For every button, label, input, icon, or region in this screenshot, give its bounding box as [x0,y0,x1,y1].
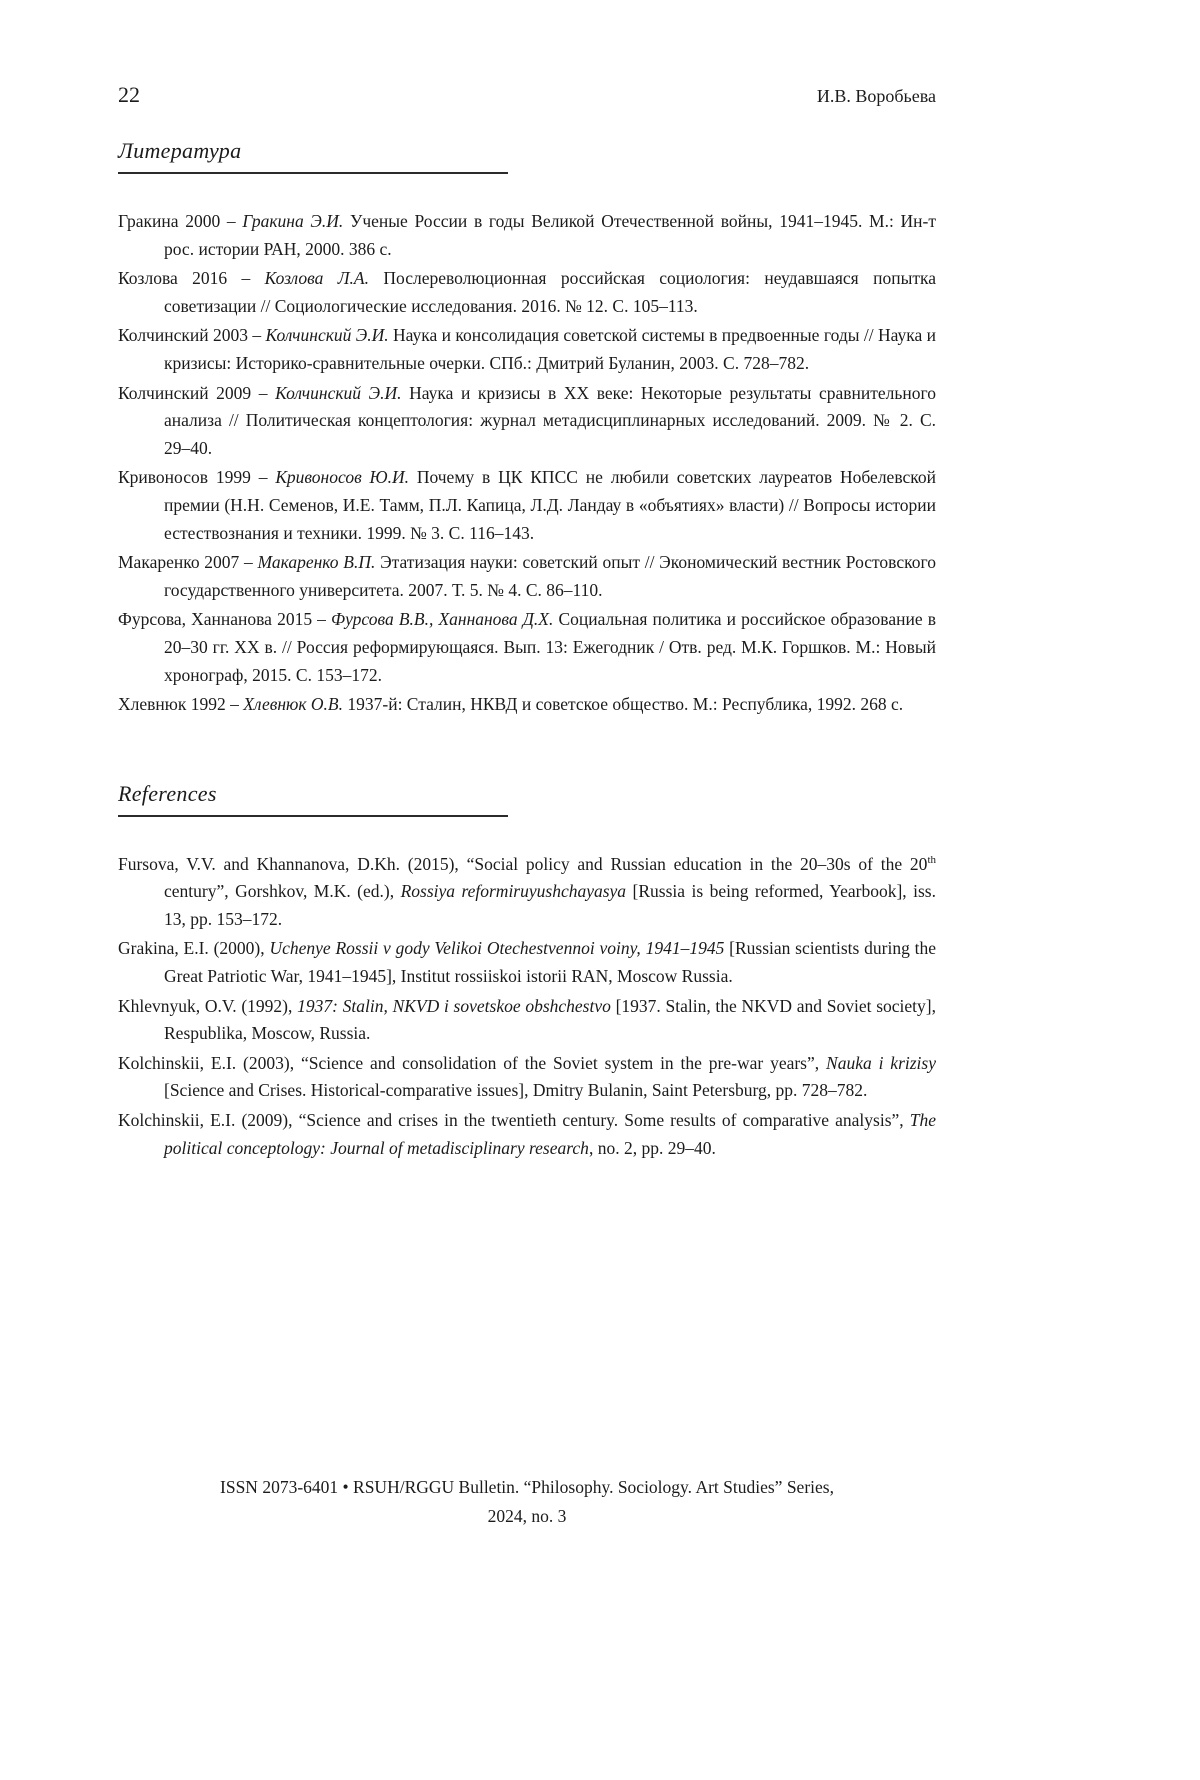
bib-entry: Fursova, V.V. and Khannanova, D.Kh. (2015), “Social policy and Russian education in the 20–30s of the 20th century”, Gorshkov, M.K. (ed.), Rossiya reformiruyushchayasya [Russia is being reformed, Yearbook], iss. 13, pp. 153–172. [118,853,936,929]
page-content [118,82,936,1164]
section-title-references: References [118,780,217,806]
page-number: 22 [118,82,140,107]
bib-entry: Макаренко 2007 – Макаренко В.П. Этатизация науки: советский опыт // Экономический вестник Ростовского государственного университета. 2007. Т. 5. № 4. С. 86–110. [118,552,936,600]
bib-list [118,851,936,1163]
section-rule [118,815,508,817]
bib-entry: Kolchinskii, E.I. (2003), “Science and consolidation of the Soviet system in the pre-war years”, Nauka i krizisy [Science and Crises. Historical-comparative issues], Dmitry Bulanin, Saint Petersburg, pp. 728–782. [118,1052,936,1101]
bib-entry: Колчинский 2009 – Колчинский Э.И. Наука и кризисы в XX веке: Некоторые результаты сравнительного анализа // Политическая концептология: журнал метадисциплинарных исследований. 2009. № 2. С. 29–40. [118,382,936,458]
bib-entry: Гракина 2000 – Гракина Э.И. Ученые России в годы Великой Отечественной войны, 1941–1945. М.: Ин-т рос. истории РАН, 2000. 386 с. [118,211,936,259]
bib-entry: Kolchinskii, E.I. (2009), “Science and crises in the twentieth century. Some results of comparative analysis”, The political conceptology: Journal of metadisciplinary research, no. 2, pp. 29–40. [118,1110,936,1158]
running-head [118,82,936,108]
bib-entry: Хлевнюк 1992 – Хлевнюк О.В. 1937-й: Сталин, НКВД и советское общество. М.: Республика, 1992. 268 с. [118,694,904,715]
running-author: И.В. Воробьева [816,86,936,106]
bib-entry: Кривоносов 1999 – Кривоносов Ю.И. Почему в ЦК КПСС не любили советских лауреатов Нобелевской премии (Н.Н. Семенов, И.Е. Тамм, П.Л. Капица, Л.Д. Ландау в «объятиях» власти) // Вопросы истории естествознания и техники. 1999. № 3. С. 116–143. [118,467,936,543]
bib-list [118,208,936,719]
bib-entry: Фурсова, Ханнанова 2015 – Фурсова В.В., Ханнанова Д.Х. Социальная политика и российское образование в 20–30 гг. XX в. // Россия реформирующаяся. Вып. 13: Ежегодник / Отв. ред. М.К. Горшков. М.: Новый хронограф, 2015. С. 153–172. [118,609,936,685]
footer-line-1: ISSN 2073-6401 • RSUH/RGGU Bulletin. “Philosophy. Sociology. Art Studies” Series, [220,1477,834,1497]
bib-entry: Khlevnyuk, O.V. (1992), 1937: Stalin, NKVD i sovetskoe obshchestvo [1937. Stalin, the NKVD and Soviet society], Respublika, Moscow, Russia. [118,995,936,1044]
section-title-literatura: Литература [118,138,242,163]
section-rule [118,172,508,174]
bib-entry: Козлова 2016 – Козлова Л.А. Послереволюционная российская социология: неудавшаяся попытка советизации // Социологические исследования. 2016. № 12. С. 105–113. [118,268,936,316]
page-footer [118,1473,936,1530]
bib-entry: Grakina, E.I. (2000), Uchenye Rossii v gody Velikoi Otechestvennoi voiny, 1941–1945 [Russian scientists during the Great Patriotic War, 1941–1945], Institut rossiiskoi istorii RAN, Moscow Russia. [118,938,937,987]
footer-line-2: 2024, no. 3 [487,1505,567,1526]
bib-entry: Колчинский 2003 – Колчинский Э.И. Наука и консолидация советской системы в предвоенные годы // Наука и кризисы: Историко-сравнительные очерки. СПб.: Дмитрий Буланин, 2003. С. 728–782. [118,325,937,373]
